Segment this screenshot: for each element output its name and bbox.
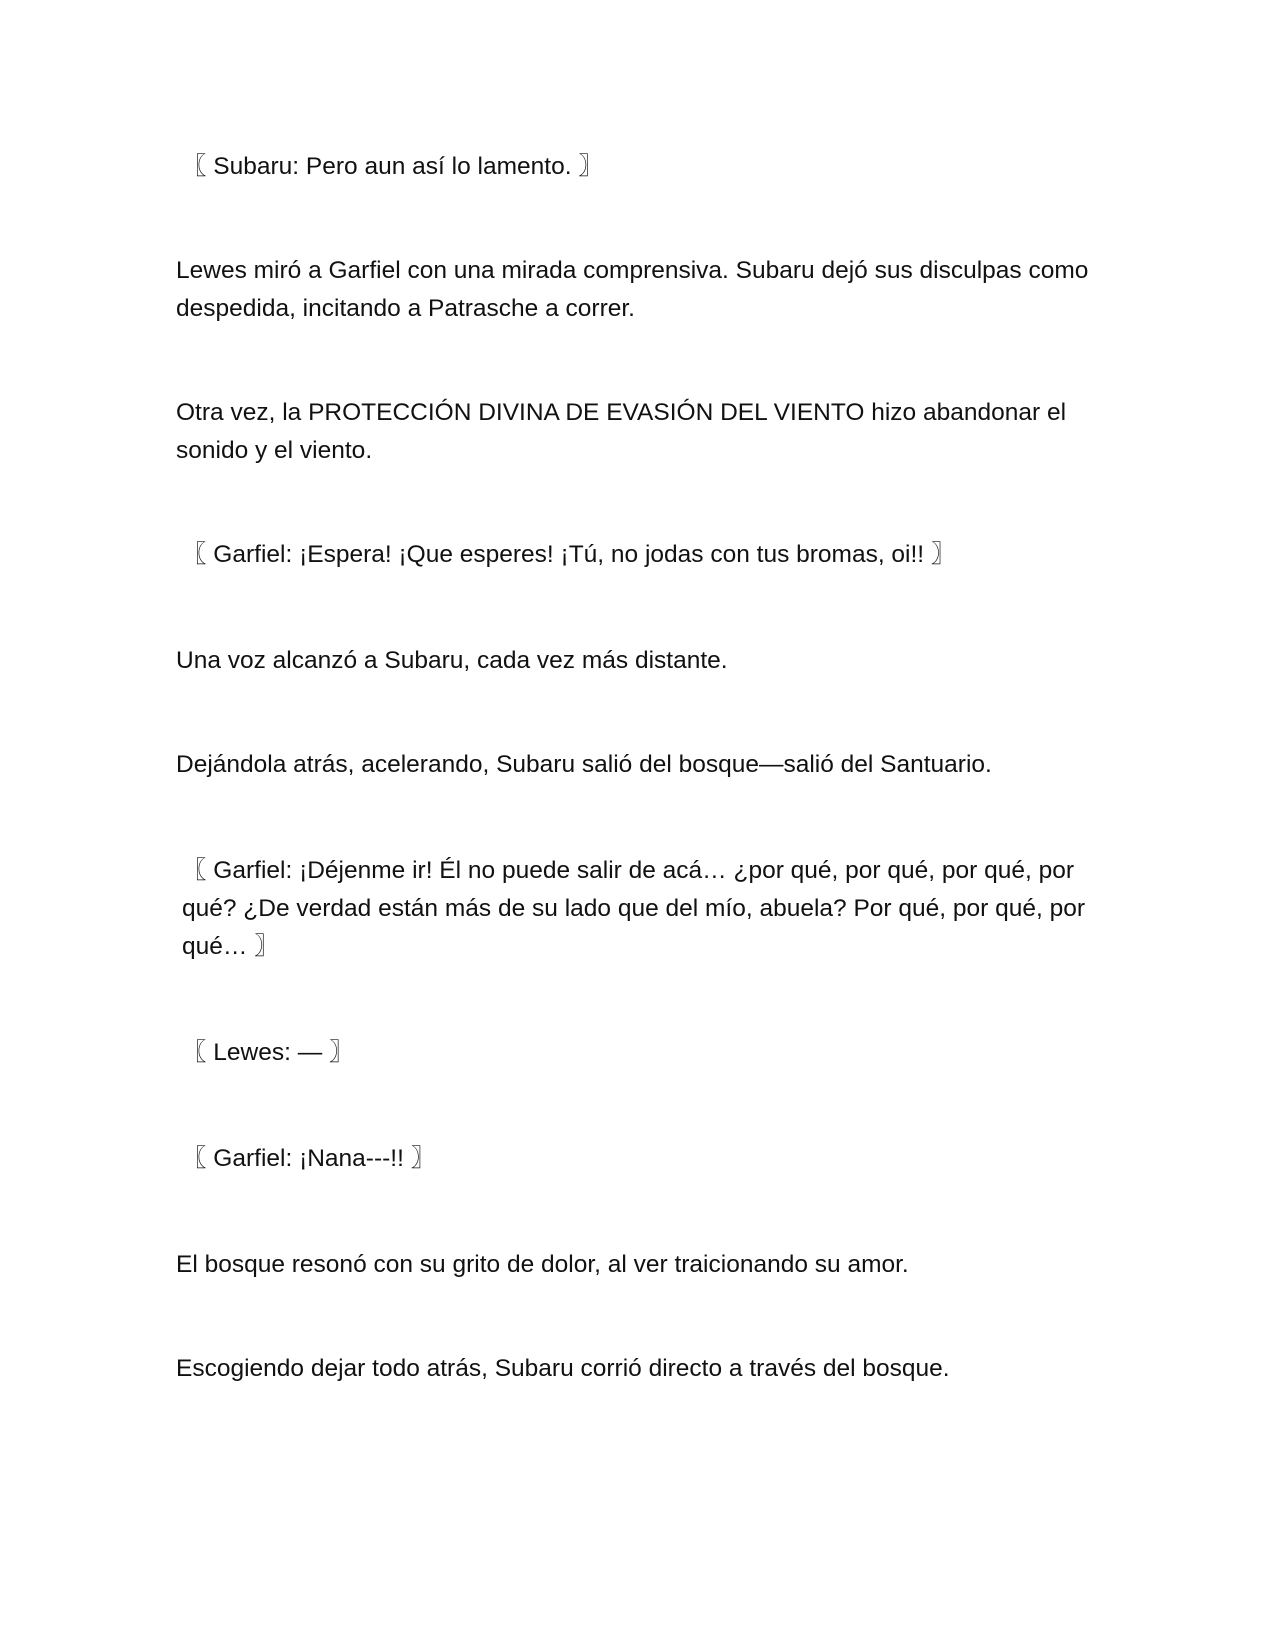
narration-distant-voice: Una voz alcanzó a Subaru, cada vez más distante.: [176, 647, 728, 674]
dialogue-garfiel-let-me-go: 〖 Garfiel: ¡Déjenme ir! Él no puede salir de acá… ¿por qué, por qué, por qué, por qué? ¿De verdad están más de su lado que del mío, abuela? Por qué, por qué, por qué… 〗: [182, 857, 1086, 960]
narration-subaru-runs: Escogiendo dejar todo atrás, Subaru corrió directo a través del bosque.: [176, 1355, 950, 1382]
dialogue-subaru-lament: 〖 Subaru: Pero aun así lo lamento. 〗: [182, 153, 603, 180]
narration-leaving-sanctuary: Dejándola atrás, acelerando, Subaru salió del bosque—salió del Santuario.: [176, 751, 992, 778]
narration-lewes-looks: Lewes miró a Garfiel con una mirada comprensiva. Subaru dejó sus disculpas como despedida, incitando a Patrasche a correr.: [176, 257, 1089, 322]
narration-divine-protection: Otra vez, la PROTECCIÓN DIVINA DE EVASIÓN DEL VIENTO hizo abandonar el sonido y el viento.: [176, 399, 1067, 464]
dialogue-garfiel-wait: 〖 Garfiel: ¡Espera! ¡Que esperes! ¡Tú, no jodas con tus bromas, oi!! 〗: [182, 541, 956, 568]
narration-forest-echo: El bosque resonó con su grito de dolor, al ver traicionando su amor.: [176, 1251, 909, 1278]
dialogue-garfiel-nana: 〖 Garfiel: ¡Nana---!! 〗: [182, 1145, 436, 1172]
dialogue-lewes-silence: 〖 Lewes: — 〗: [182, 1039, 354, 1066]
